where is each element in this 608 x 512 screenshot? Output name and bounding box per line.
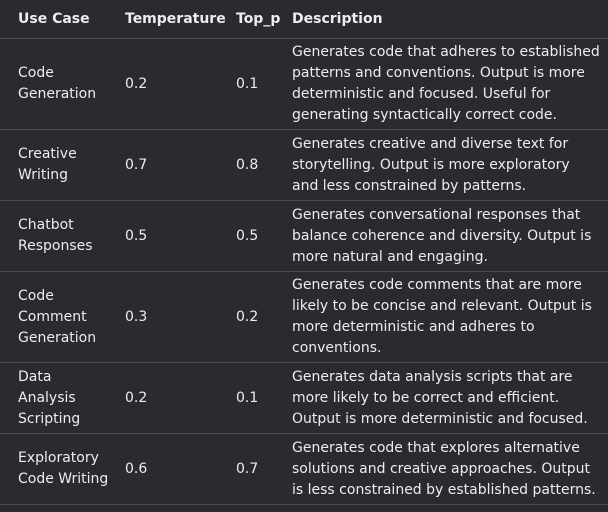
header-top-p: Top_p (217, 0, 275, 39)
cell-use-case: Exploratory Code Writing (0, 434, 112, 505)
cell-description: Generates code that explores alternative solutions and creative approaches. Output is less constrained by established patterns. (275, 434, 608, 505)
cell-top-p: 0.1 (217, 39, 275, 130)
cell-description: Generates code comments that are more likely to be concise and relevant. Output is more deterministic and adheres to conventions. (275, 272, 608, 363)
cell-use-case: Creative Writing (0, 130, 112, 201)
cell-temperature: 0.2 (112, 39, 217, 130)
cell-top-p: 0.8 (217, 130, 275, 201)
cell-top-p: 0.1 (217, 363, 275, 434)
cell-use-case: Chatbot Responses (0, 201, 112, 272)
cell-description: Generates conversational responses that balance coherence and diversity. Output is more natural and engaging. (275, 201, 608, 272)
cell-use-case: Data Analysis Scripting (0, 363, 112, 434)
cell-top-p: 0.5 (217, 201, 275, 272)
cell-temperature: 0.7 (112, 130, 217, 201)
cell-temperature: 0.2 (112, 363, 217, 434)
table-row (0, 39, 608, 130)
cell-temperature: 0.5 (112, 201, 217, 272)
table-row (0, 363, 608, 434)
header-temperature: Temperature (112, 0, 217, 39)
table-body (0, 39, 608, 505)
header-use-case: Use Case (0, 0, 112, 39)
cell-top-p: 0.2 (217, 272, 275, 363)
header-row (0, 0, 608, 39)
header-description: Description (275, 0, 608, 39)
table-row (0, 130, 608, 201)
table-row (0, 272, 608, 363)
cell-temperature: 0.6 (112, 434, 217, 505)
cell-description: Generates data analysis scripts that are more likely to be correct and efficient. Output is more deterministic and focused. (275, 363, 608, 434)
cell-temperature: 0.3 (112, 272, 217, 363)
cell-use-case: Code Comment Generation (0, 272, 112, 363)
cell-description: Generates creative and diverse text for storytelling. Output is more exploratory and less constrained by patterns. (275, 130, 608, 201)
cell-top-p: 0.7 (217, 434, 275, 505)
cell-description: Generates code that adheres to established patterns and conventions. Output is more deterministic and focused. Useful for generating syntactically correct code. (275, 39, 608, 130)
table-row (0, 434, 608, 505)
table-row (0, 201, 608, 272)
table-header (0, 0, 608, 39)
cell-use-case: Code Generation (0, 39, 112, 130)
